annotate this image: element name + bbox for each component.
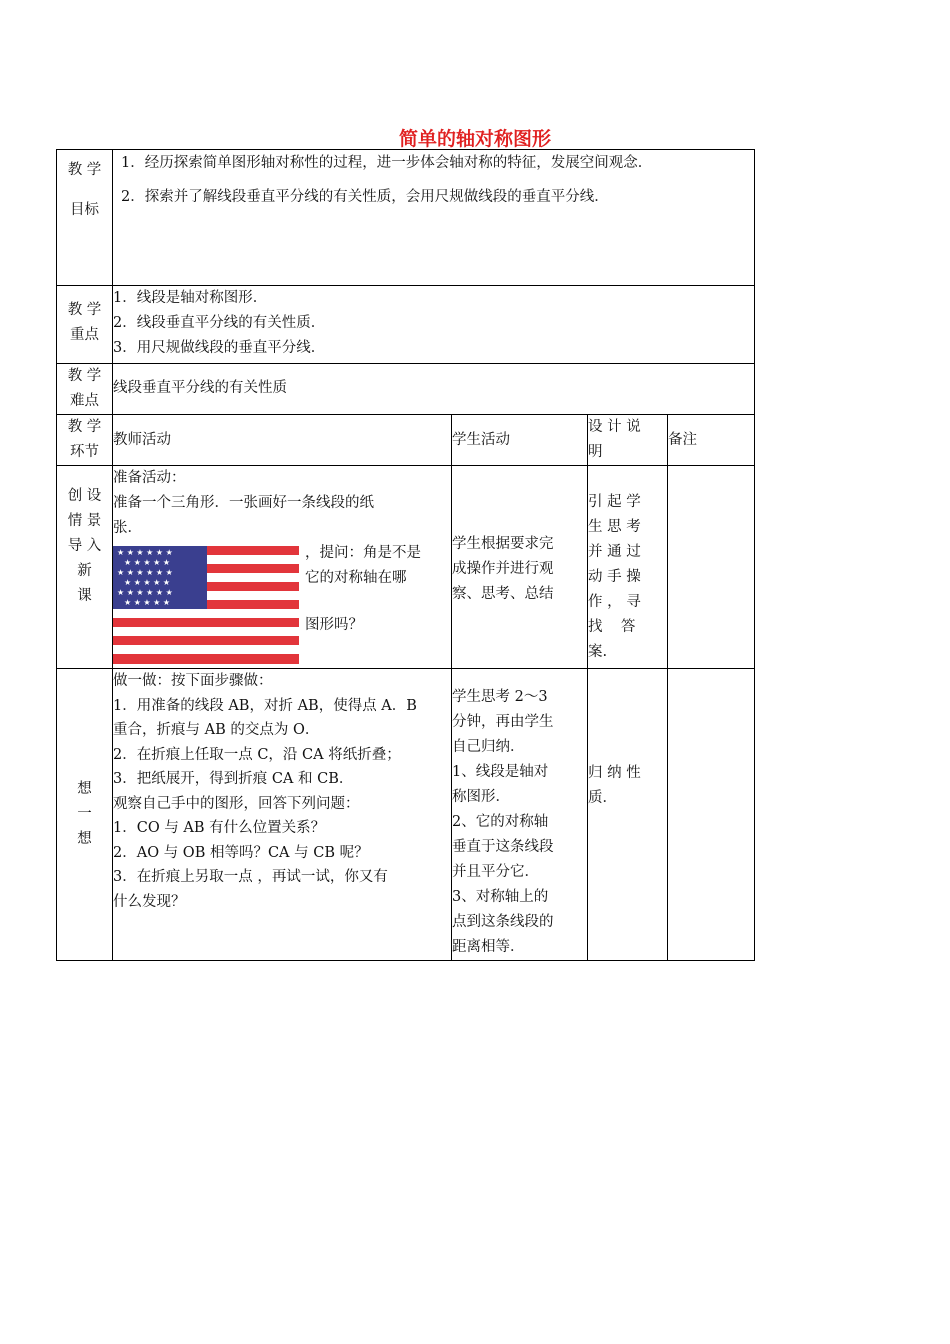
- difficulty-content: [113, 364, 755, 415]
- focus-item: 2．线段垂直平分线的有关性质．: [113, 315, 326, 331]
- section1-student-cell: [452, 466, 588, 669]
- section1-label-cell: [57, 466, 113, 669]
- section1-design-line: 作 ， 寻: [588, 594, 641, 610]
- section2-teacher-line: 什么发现？: [113, 893, 186, 910]
- section1-question-3: 图形吗？: [305, 617, 363, 633]
- section2-teacher-line: 做一做：按下面步骤做：: [113, 673, 273, 689]
- focus-item: 1．线段是轴对称图形．: [113, 290, 268, 306]
- header-stage-1: 教 学: [67, 419, 102, 435]
- section1-student-line: 成操作并进行观: [452, 561, 554, 577]
- section2-design-line: 质．: [588, 790, 617, 806]
- section1-design-line: 案.: [588, 644, 608, 660]
- header-row: [57, 415, 755, 466]
- page-title: 简单的轴对称图形: [398, 128, 551, 150]
- header-student: 学生活动: [452, 432, 510, 448]
- section2-student-cell: [452, 669, 588, 961]
- lesson-plan-table: [56, 149, 755, 961]
- section1-design-line: 引 起 学: [588, 494, 641, 510]
- section2-student-line: 分钟，再由学生: [452, 714, 554, 730]
- section2-design-line: 归 纳 性: [588, 765, 641, 781]
- section2-student-line: 点到这条线段的: [452, 914, 554, 930]
- goal-item: 1．经历探索简单图形轴对称性的过程，进一步体会轴对称的特征，发展空间观念．: [121, 155, 653, 171]
- section2-student-line: 2、它的对称轴: [452, 814, 549, 830]
- section2-student-line: 距离相等．: [452, 939, 525, 955]
- section1-teacher-cell: [113, 466, 452, 669]
- section2-teacher-line: 观察自己手中的图形，回答下列问题：: [113, 795, 360, 812]
- section1-question-2: 它的对称轴在哪: [305, 570, 407, 586]
- difficulty-label-2: 难点: [70, 393, 99, 409]
- us-flag-image: [113, 546, 299, 664]
- section2-notes-cell: [668, 669, 755, 961]
- section1-design-cell: [588, 466, 668, 669]
- section2-label-cell: [57, 669, 113, 961]
- section2-teacher-line: 2．在折痕上任取一点 C，沿 CA 将纸折叠；: [113, 746, 401, 763]
- section2-label-line: 一: [77, 806, 92, 822]
- section1-teacher-line: 张．: [113, 520, 142, 536]
- section1-teacher-line: 准备活动：: [113, 470, 186, 486]
- goals-content: [113, 150, 755, 286]
- goal-item: 2．探索并了解线段垂直平分线的有关性质，会用尺规做线段的垂直平分线．: [121, 189, 609, 205]
- goals-row: [57, 150, 755, 286]
- flag-svg: [113, 546, 299, 664]
- section1-design-line: 生 思 考: [588, 519, 641, 535]
- section2-teacher-line: 1．用准备的线段 AB，对折 AB，使得点 A．B: [113, 697, 417, 714]
- difficulty-label-1: 教 学: [67, 368, 102, 384]
- svg-text:★ ★ ★ ★ ★ ★: ★ ★ ★ ★ ★ ★: [117, 568, 173, 577]
- header-student-cell: [452, 415, 588, 466]
- header-notes-cell: [668, 415, 755, 466]
- section2-student-line: 3、对称轴上的: [452, 889, 549, 905]
- section1-label-line: 创 设: [67, 488, 102, 504]
- svg-text:★ ★ ★ ★ ★ ★: ★ ★ ★ ★ ★ ★: [117, 548, 173, 557]
- focus-label-cell: [57, 286, 113, 364]
- section2-teacher-line: 1．CO 与 AB 有什么位置关系？: [113, 820, 326, 836]
- section1-question-1: ，提问：角是不是: [305, 545, 421, 561]
- section2-teacher-line: 3．把纸展开，得到折痕 CA 和 CB．: [113, 771, 354, 787]
- goals-label-1: 教 学: [67, 162, 102, 178]
- focus-content: [113, 286, 755, 364]
- section2-student-line: 称图形．: [452, 789, 510, 805]
- section2-design-cell: [588, 669, 668, 961]
- focus-label-2: 重点: [70, 327, 99, 343]
- section2-student-line: 1、线段是轴对: [452, 764, 549, 780]
- section2-label-line: 想: [77, 781, 92, 797]
- section1-design-line: 并 通 过: [588, 544, 641, 560]
- section1-row: [57, 466, 755, 669]
- section1-label-line: 新: [77, 563, 92, 579]
- header-stage-2: 环节: [70, 444, 99, 460]
- goals-label-2: 目标: [70, 202, 99, 218]
- header-design-2: 明: [588, 444, 603, 460]
- svg-text:★ ★ ★ ★ ★: ★ ★ ★ ★ ★: [124, 578, 171, 587]
- section2-student-line: 并且平分它．: [452, 864, 539, 880]
- header-stage-cell: [57, 415, 113, 466]
- section2-student-line: 学生思考 2～3: [452, 689, 548, 705]
- section2-teacher-cell: [113, 669, 452, 961]
- section1-label-line: 情 景: [67, 513, 102, 529]
- difficulty-row: [57, 364, 755, 415]
- difficulty-label-cell: [57, 364, 113, 415]
- focus-item: 3．用尺规做线段的垂直平分线．: [113, 340, 326, 356]
- section1-teacher-line: 准备一个三角形．一张画好一条线段的纸: [113, 495, 374, 511]
- section1-student-line: 察、思考、总结: [452, 586, 554, 602]
- section2-student-line: 垂直于这条线段: [452, 839, 554, 855]
- section2-teacher-line: 2．AO 与 OB 相等吗？CA 与 CB 呢？: [113, 844, 369, 861]
- section1-student-line: 学生根据要求完: [452, 536, 554, 552]
- section1-design-line: 动 手 操: [588, 569, 641, 585]
- header-notes: 备注: [668, 432, 697, 448]
- header-design-1: 设 计 说: [588, 419, 641, 435]
- focus-row: [57, 286, 755, 364]
- section2-student-line: 自己归纳．: [452, 739, 525, 755]
- svg-text:★ ★ ★ ★ ★: ★ ★ ★ ★ ★: [124, 598, 171, 607]
- section1-design-line: 找 答: [588, 619, 636, 635]
- section2-teacher-line: 重合，折痕与 AB 的交点为 O．: [113, 722, 320, 738]
- header-design-cell: [588, 415, 668, 466]
- section2-teacher-line: 3．在折痕上另取一点 ，再试一试，你又有: [113, 869, 388, 885]
- section1-notes-cell: [668, 466, 755, 669]
- section1-label-line: 课: [77, 588, 92, 604]
- goals-label-cell: [57, 150, 113, 286]
- section1-label-line: 导 入: [67, 538, 102, 554]
- focus-label-1: 教 学: [67, 302, 102, 318]
- header-teacher: 教师活动: [113, 432, 171, 448]
- header-teacher-cell: [113, 415, 452, 466]
- section2-label-line: 想: [77, 831, 92, 847]
- section2-row: [57, 669, 755, 961]
- difficulty-text: 线段垂直平分线的有关性质: [113, 380, 287, 396]
- svg-text:★ ★ ★ ★ ★: ★ ★ ★ ★ ★: [124, 558, 171, 567]
- svg-text:★ ★ ★ ★ ★ ★: ★ ★ ★ ★ ★ ★: [117, 588, 173, 597]
